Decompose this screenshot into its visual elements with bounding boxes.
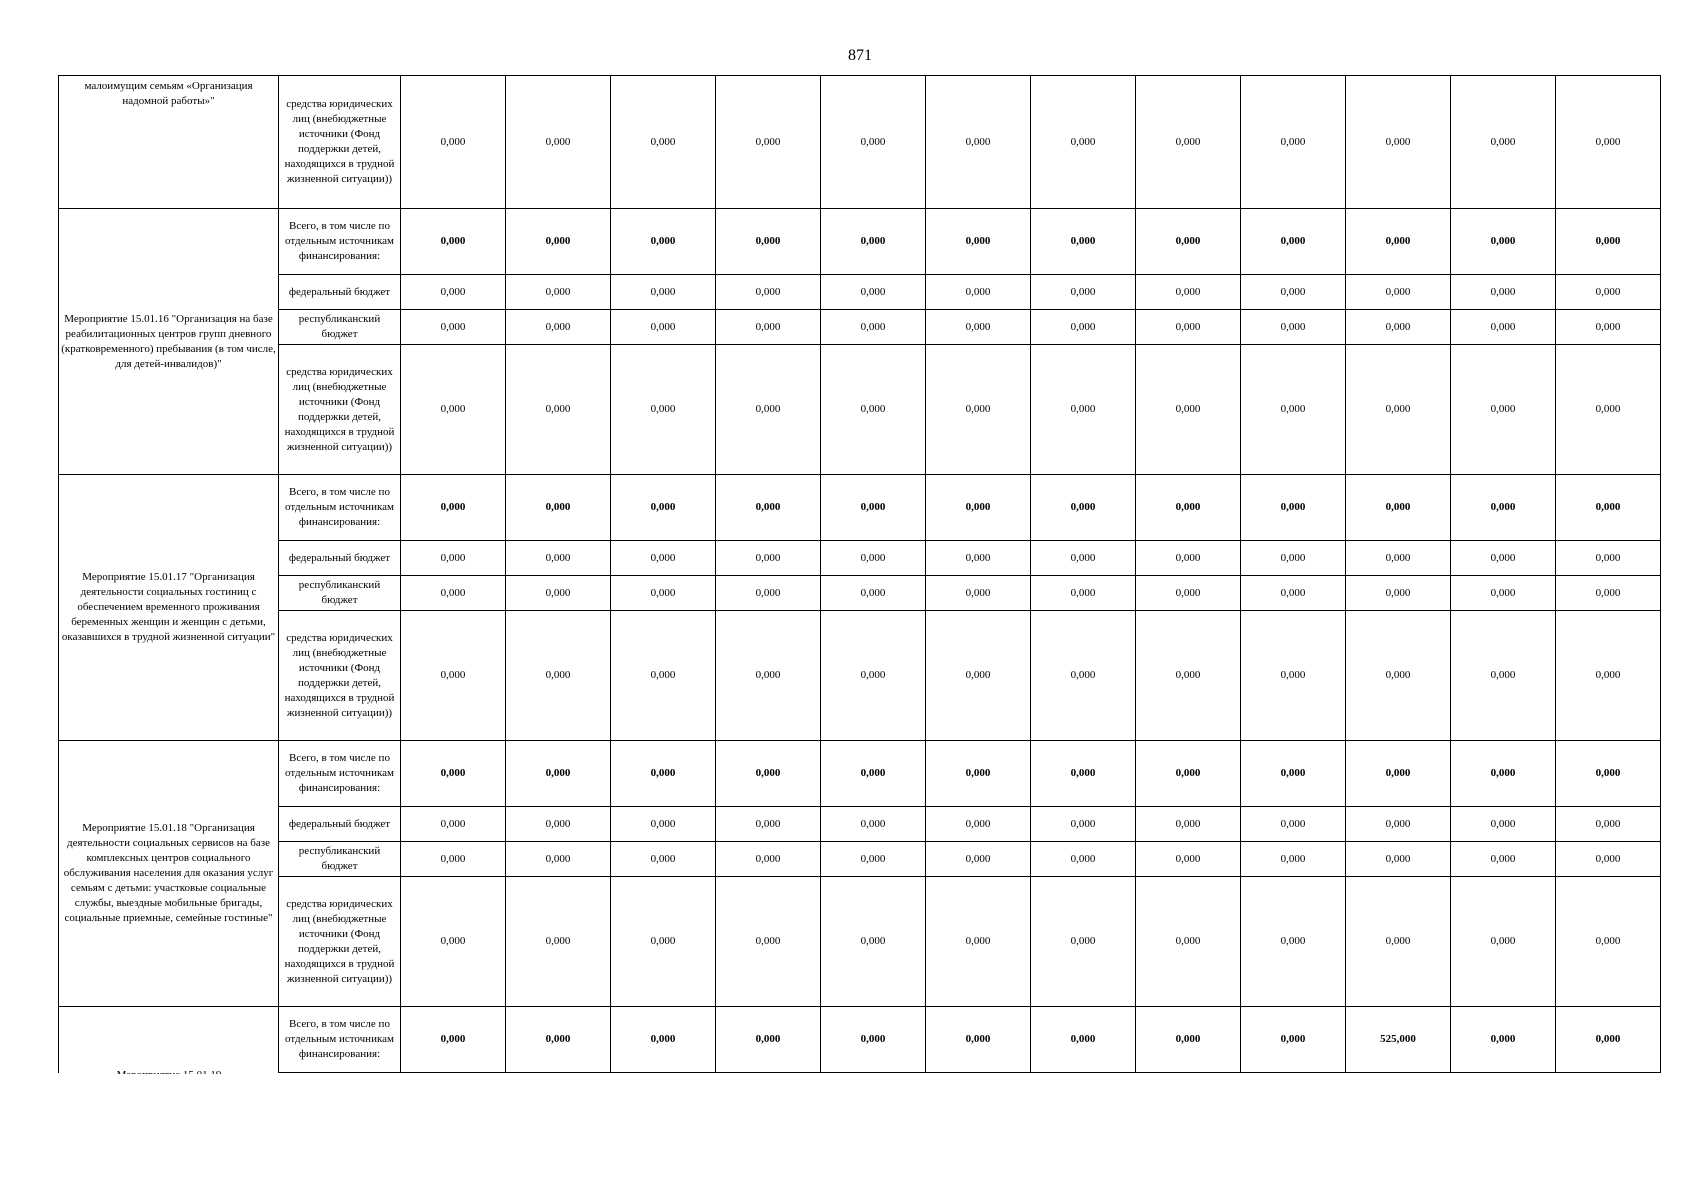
value-cell: 0,000 xyxy=(1136,541,1241,576)
value-cell: 0,000 xyxy=(401,345,506,475)
value-cell: 0,000 xyxy=(506,76,611,209)
value-cell: 0,000 xyxy=(401,842,506,877)
value-cell: 0,000 xyxy=(1346,275,1451,310)
value-cell: 0,000 xyxy=(1136,611,1241,741)
value-cell: 0,000 xyxy=(716,541,821,576)
value-cell: 0,000 xyxy=(1136,475,1241,541)
value-cell: 0,000 xyxy=(611,475,716,541)
value-cell: 0,000 xyxy=(821,576,926,611)
table-row xyxy=(59,209,1661,275)
value-cell: 0,000 xyxy=(1346,475,1451,541)
value-cell: 0,000 xyxy=(1031,877,1136,1007)
value-cell: 0,000 xyxy=(1031,807,1136,842)
source-label: федеральный бюджет xyxy=(279,807,401,842)
value-cell: 0,000 xyxy=(1241,541,1346,576)
value-cell: 0,000 xyxy=(611,842,716,877)
value-cell: 0,000 xyxy=(1031,1007,1136,1073)
source-label: Всего, в том числе по отдельным источникам финансирования: xyxy=(279,475,401,541)
value-cell: 0,000 xyxy=(1241,345,1346,475)
value-cell: 0,000 xyxy=(1346,541,1451,576)
value-cell: 0,000 xyxy=(716,741,821,807)
value-cell: 0,000 xyxy=(1451,1007,1556,1073)
value-cell: 0,000 xyxy=(926,741,1031,807)
source-label: федеральный бюджет xyxy=(279,541,401,576)
value-cell: 0,000 xyxy=(1136,209,1241,275)
value-cell: 0,000 xyxy=(1136,275,1241,310)
value-cell: 0,000 xyxy=(926,877,1031,1007)
value-cell: 0,000 xyxy=(1346,842,1451,877)
value-cell: 0,000 xyxy=(1241,76,1346,209)
value-cell: 0,000 xyxy=(611,611,716,741)
value-cell: 0,000 xyxy=(1241,209,1346,275)
value-cell: 0,000 xyxy=(506,1007,611,1073)
value-cell: 0,000 xyxy=(716,576,821,611)
value-cell: 0,000 xyxy=(1136,877,1241,1007)
value-cell: 0,000 xyxy=(1556,1007,1661,1073)
value-cell: 0,000 xyxy=(716,842,821,877)
value-cell: 0,000 xyxy=(716,877,821,1007)
value-cell: 0,000 xyxy=(1451,345,1556,475)
value-cell: 0,000 xyxy=(821,842,926,877)
value-cell: 0,000 xyxy=(1346,576,1451,611)
value-cell: 0,000 xyxy=(1451,541,1556,576)
value-cell: 0,000 xyxy=(506,275,611,310)
value-cell: 0,000 xyxy=(926,345,1031,475)
value-cell: 0,000 xyxy=(821,877,926,1007)
source-label: Всего, в том числе по отдельным источникам финансирования: xyxy=(279,209,401,275)
value-cell: 0,000 xyxy=(1241,877,1346,1007)
value-cell: 0,000 xyxy=(926,611,1031,741)
value-cell: 0,000 xyxy=(926,576,1031,611)
value-cell: 0,000 xyxy=(1136,345,1241,475)
value-cell: 0,000 xyxy=(716,475,821,541)
source-label: средства юридических лиц (внебюджетные источники (Фонд поддержки детей, находящихся в трудной жизненной ситуации)) xyxy=(279,611,401,741)
table-row xyxy=(59,611,1661,741)
value-cell: 0,000 xyxy=(821,209,926,275)
value-cell: 0,000 xyxy=(821,310,926,345)
value-cell: 0,000 xyxy=(506,475,611,541)
value-cell: 0,000 xyxy=(401,576,506,611)
value-cell: 0,000 xyxy=(1241,842,1346,877)
table-row xyxy=(59,741,1661,807)
value-cell: 0,000 xyxy=(1556,76,1661,209)
source-label: федеральный бюджет xyxy=(279,275,401,310)
value-cell: 0,000 xyxy=(1451,310,1556,345)
source-label: Всего, в том числе по отдельным источникам финансирования: xyxy=(279,741,401,807)
value-cell: 0,000 xyxy=(1031,76,1136,209)
source-label: республиканский бюджет xyxy=(279,842,401,877)
value-cell: 0,000 xyxy=(506,842,611,877)
value-cell: 0,000 xyxy=(716,76,821,209)
value-cell: 0,000 xyxy=(821,275,926,310)
value-cell: 0,000 xyxy=(611,741,716,807)
value-cell: 0,000 xyxy=(401,310,506,345)
value-cell: 0,000 xyxy=(611,209,716,275)
value-cell: 0,000 xyxy=(1346,345,1451,475)
source-label: средства юридических лиц (внебюджетные источники (Фонд поддержки детей, находящихся в трудной жизненной ситуации)) xyxy=(279,76,401,209)
value-cell: 0,000 xyxy=(1451,877,1556,1007)
value-cell: 0,000 xyxy=(1241,310,1346,345)
value-cell: 0,000 xyxy=(926,842,1031,877)
value-cell: 0,000 xyxy=(1451,611,1556,741)
value-cell: 0,000 xyxy=(821,345,926,475)
table-row xyxy=(59,541,1661,576)
value-cell: 0,000 xyxy=(926,76,1031,209)
value-cell: 0,000 xyxy=(401,76,506,209)
value-cell: 0,000 xyxy=(1346,741,1451,807)
value-cell: 0,000 xyxy=(1556,541,1661,576)
value-cell: 0,000 xyxy=(506,741,611,807)
value-cell: 0,000 xyxy=(926,209,1031,275)
value-cell: 0,000 xyxy=(611,345,716,475)
value-cell: 0,000 xyxy=(611,576,716,611)
value-cell: 0,000 xyxy=(1031,310,1136,345)
value-cell: 0,000 xyxy=(821,541,926,576)
value-cell: 0,000 xyxy=(1556,475,1661,541)
value-cell: 0,000 xyxy=(1556,576,1661,611)
table-row xyxy=(59,310,1661,345)
value-cell: 0,000 xyxy=(1031,209,1136,275)
value-cell: 0,000 xyxy=(821,611,926,741)
value-cell: 0,000 xyxy=(401,877,506,1007)
measure-label-continued: малоимущим семьям «Организация надомной работы»" xyxy=(59,76,279,209)
value-cell: 0,000 xyxy=(506,576,611,611)
value-cell: 0,000 xyxy=(1241,741,1346,807)
value-cell: 0,000 xyxy=(1346,310,1451,345)
page-number: 871 xyxy=(848,47,872,64)
value-cell: 0,000 xyxy=(506,310,611,345)
value-cell: 0,000 xyxy=(821,76,926,209)
value-cell: 0,000 xyxy=(1451,842,1556,877)
value-cell: 0,000 xyxy=(1556,310,1661,345)
value-cell: 0,000 xyxy=(926,310,1031,345)
value-cell: 525,000 xyxy=(1346,1007,1451,1073)
value-cell: 0,000 xyxy=(611,541,716,576)
source-label: Всего, в том числе по отдельным источникам финансирования: xyxy=(279,1007,401,1073)
financing-table xyxy=(58,75,1661,1073)
value-cell: 0,000 xyxy=(401,475,506,541)
value-cell: 0,000 xyxy=(716,345,821,475)
measure-label: Мероприятие 15.01.16 "Организация на базе реабилитационных центров групп дневного (кратковременного) пребывания (в том числе, для детей-инвалидов)" xyxy=(59,209,279,475)
value-cell: 0,000 xyxy=(1241,1007,1346,1073)
measure-label: Мероприятие 15.01.18 "Организация деятельности социальных сервисов на базе комплексных центров социального обслуживания населения для оказания услуг семьям с детьми: участковые социальные службы, выездные мобильные бригады, социальные приемные, семейные гостиные" xyxy=(59,741,279,1007)
table-row xyxy=(59,76,1661,209)
value-cell: 0,000 xyxy=(1346,611,1451,741)
value-cell: 0,000 xyxy=(1136,842,1241,877)
value-cell: 0,000 xyxy=(1556,877,1661,1007)
value-cell: 0,000 xyxy=(1556,842,1661,877)
value-cell: 0,000 xyxy=(926,807,1031,842)
value-cell: 0,000 xyxy=(506,611,611,741)
value-cell: 0,000 xyxy=(1031,576,1136,611)
page-bottom-margin xyxy=(0,1074,1697,1182)
value-cell: 0,000 xyxy=(716,1007,821,1073)
value-cell: 0,000 xyxy=(1451,576,1556,611)
value-cell: 0,000 xyxy=(1031,741,1136,807)
value-cell: 0,000 xyxy=(1451,807,1556,842)
value-cell: 0,000 xyxy=(1451,275,1556,310)
value-cell: 0,000 xyxy=(1031,541,1136,576)
table-row xyxy=(59,275,1661,310)
value-cell: 0,000 xyxy=(1556,611,1661,741)
table-row xyxy=(59,842,1661,877)
value-cell: 0,000 xyxy=(1556,741,1661,807)
value-cell: 0,000 xyxy=(1241,807,1346,842)
value-cell: 0,000 xyxy=(1556,275,1661,310)
value-cell: 0,000 xyxy=(821,475,926,541)
value-cell: 0,000 xyxy=(401,275,506,310)
value-cell: 0,000 xyxy=(1136,576,1241,611)
value-cell: 0,000 xyxy=(1241,576,1346,611)
value-cell: 0,000 xyxy=(1556,209,1661,275)
value-cell: 0,000 xyxy=(401,209,506,275)
value-cell: 0,000 xyxy=(401,611,506,741)
value-cell: 0,000 xyxy=(716,310,821,345)
value-cell: 0,000 xyxy=(821,807,926,842)
value-cell: 0,000 xyxy=(1241,475,1346,541)
value-cell: 0,000 xyxy=(1451,475,1556,541)
value-cell: 0,000 xyxy=(1241,611,1346,741)
value-cell: 0,000 xyxy=(401,807,506,842)
value-cell: 0,000 xyxy=(1451,741,1556,807)
value-cell: 0,000 xyxy=(716,807,821,842)
value-cell: 0,000 xyxy=(401,741,506,807)
value-cell: 0,000 xyxy=(506,877,611,1007)
value-cell: 0,000 xyxy=(1346,209,1451,275)
value-cell: 0,000 xyxy=(611,877,716,1007)
source-label: средства юридических лиц (внебюджетные источники (Фонд поддержки детей, находящихся в трудной жизненной ситуации)) xyxy=(279,345,401,475)
value-cell: 0,000 xyxy=(1136,1007,1241,1073)
table-row xyxy=(59,1007,1661,1073)
value-cell: 0,000 xyxy=(506,807,611,842)
value-cell: 0,000 xyxy=(716,209,821,275)
value-cell: 0,000 xyxy=(611,807,716,842)
value-cell: 0,000 xyxy=(1556,345,1661,475)
source-label: республиканский бюджет xyxy=(279,576,401,611)
value-cell: 0,000 xyxy=(1136,76,1241,209)
value-cell: 0,000 xyxy=(611,76,716,209)
value-cell: 0,000 xyxy=(1136,310,1241,345)
value-cell: 0,000 xyxy=(1346,807,1451,842)
value-cell: 0,000 xyxy=(611,1007,716,1073)
value-cell: 0,000 xyxy=(506,345,611,475)
value-cell: 0,000 xyxy=(926,541,1031,576)
value-cell: 0,000 xyxy=(926,275,1031,310)
measure-label: Мероприятие 15.01.17 "Организация деятельности социальных гостиниц с обеспечением временного проживания беременных женщин и женщин с детьми, оказавшихся в трудной жизненной ситуации" xyxy=(59,475,279,741)
source-label: республиканский бюджет xyxy=(279,310,401,345)
measure-label-cut xyxy=(59,1007,279,1073)
value-cell: 0,000 xyxy=(1451,209,1556,275)
value-cell: 0,000 xyxy=(926,1007,1031,1073)
value-cell: 0,000 xyxy=(401,541,506,576)
value-cell: 0,000 xyxy=(1346,877,1451,1007)
value-cell: 0,000 xyxy=(1031,345,1136,475)
value-cell: 0,000 xyxy=(926,475,1031,541)
value-cell: 0,000 xyxy=(401,1007,506,1073)
value-cell: 0,000 xyxy=(1136,741,1241,807)
table-row xyxy=(59,576,1661,611)
table-row xyxy=(59,475,1661,541)
table-row xyxy=(59,807,1661,842)
value-cell: 0,000 xyxy=(716,275,821,310)
value-cell: 0,000 xyxy=(506,541,611,576)
value-cell: 0,000 xyxy=(611,310,716,345)
value-cell: 0,000 xyxy=(716,611,821,741)
value-cell: 0,000 xyxy=(506,209,611,275)
value-cell: 0,000 xyxy=(1241,275,1346,310)
source-label: средства юридических лиц (внебюджетные источники (Фонд поддержки детей, находящихся в трудной жизненной ситуации)) xyxy=(279,877,401,1007)
value-cell: 0,000 xyxy=(611,275,716,310)
value-cell: 0,000 xyxy=(1031,275,1136,310)
value-cell: 0,000 xyxy=(1031,842,1136,877)
value-cell: 0,000 xyxy=(1031,611,1136,741)
table-row xyxy=(59,877,1661,1007)
value-cell: 0,000 xyxy=(1031,475,1136,541)
table-row xyxy=(59,345,1661,475)
value-cell: 0,000 xyxy=(1136,807,1241,842)
value-cell: 0,000 xyxy=(1451,76,1556,209)
value-cell: 0,000 xyxy=(821,1007,926,1073)
value-cell: 0,000 xyxy=(821,741,926,807)
value-cell: 0,000 xyxy=(1556,807,1661,842)
value-cell: 0,000 xyxy=(1346,76,1451,209)
